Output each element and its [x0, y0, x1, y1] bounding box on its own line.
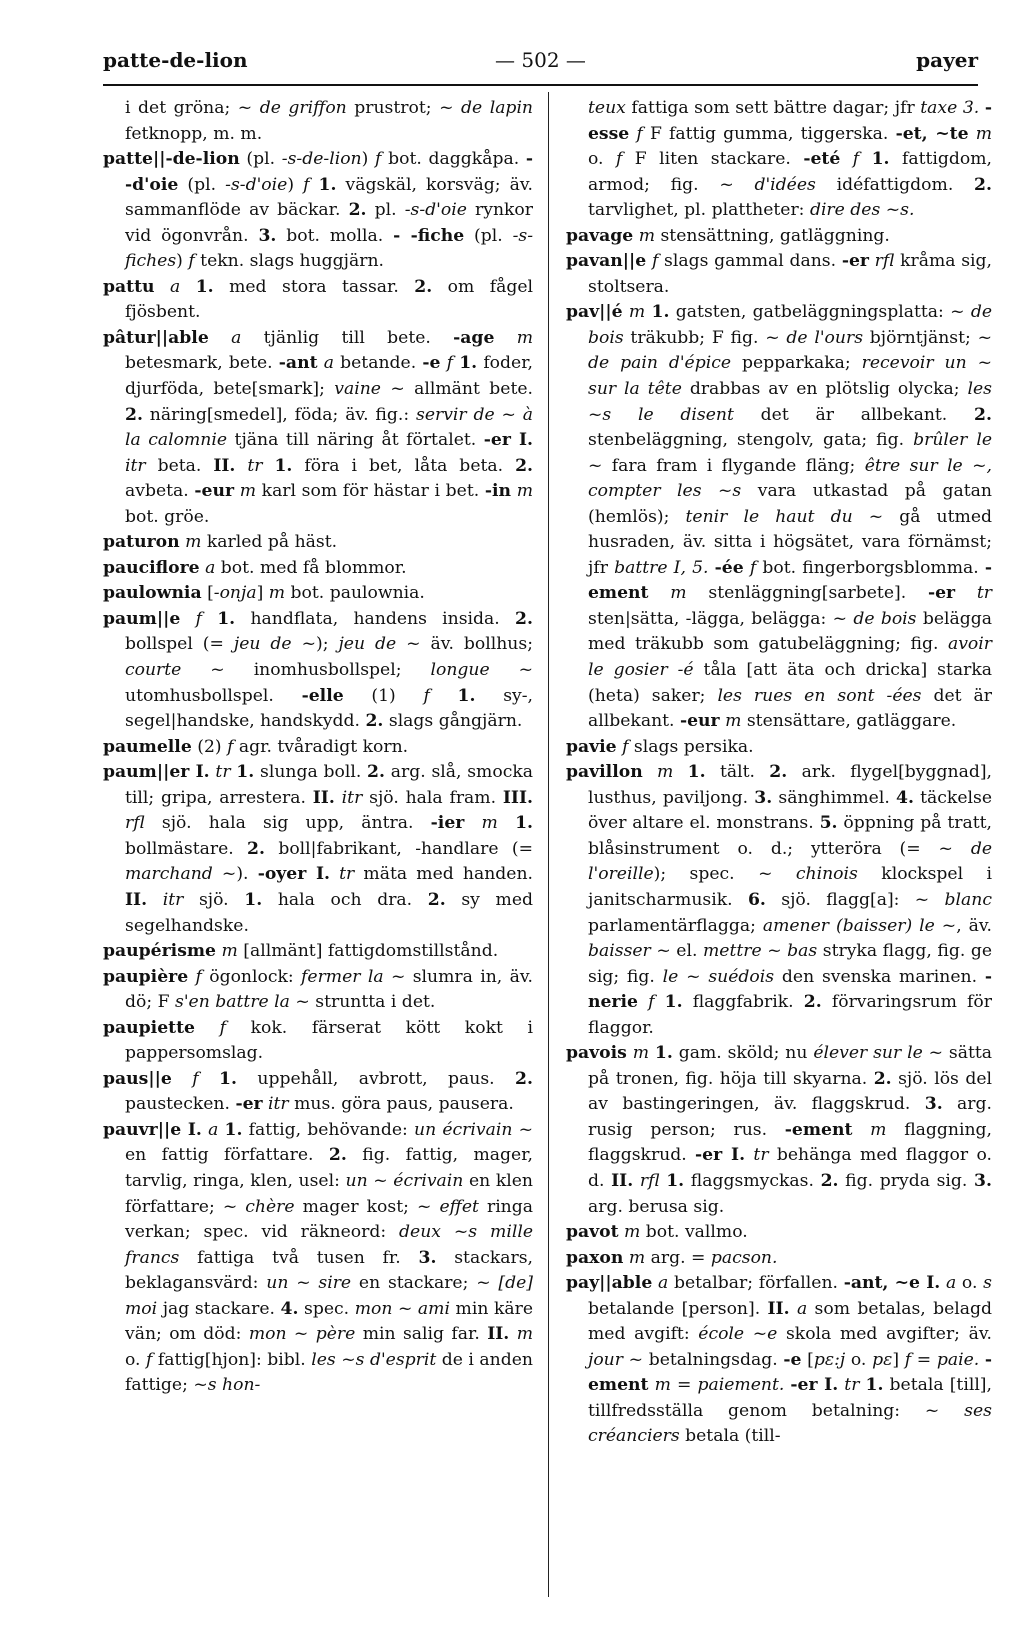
dictionary-entry: pâtur||able a tjänlig till bete. -age m betesmark, bete. -ant a betande. -e f 1. foder, djurföda, bete[smark]; vaine ~ allmänt bete. 2. näring[smedel], föda; äv. fig.: servir de ~ à la calomnie tjäna till näring åt förtalet. -er I. itr beta. II. tr 1. föra i bet, låta beta. 2. avbeta. -eur m karl som för hästar i bet. -in m bot. gröe. [103, 327, 534, 527]
dictionary-entry: paupière f ögonlock: fermer la ~ slumra in, äv. dö; F s'en battre la ~ struntta i det. [103, 966, 534, 1013]
dictionary-entry: pauvr||e I. a 1. fattig, behövande: un écrivain ~ en fattig författare. 2. fig. fattig, mager, tarvlig, ringa, klen, usel: un ~ écrivain en klen författare; ~ chère mager kost; ~ effet ringa verkan; spec. vid räkneord: deux ~s mille francs fattiga två tusen fr. 3. stackars, beklagansvärd: un ~ sire en stackare; ~ [de] moi jag stackare. 4. spec. mon ~ ami min käre vän; om död: mon ~ père min salig far. II. m o. f fattig[hjon]: bibl. les ~s d'esprit de i anden fattige; ~s hon- [103, 1119, 534, 1396]
dictionary-entry: paupérisme m [allmänt] fattigdomstillstånd. [103, 941, 499, 962]
left-column [103, 96, 533, 1399]
header-right-guideword: payer [916, 48, 978, 72]
dictionary-entry: pattu a 1. med stora tassar. 2. om fågel fjösbent. [103, 276, 534, 323]
page-number: — 502 — [495, 48, 586, 72]
dictionary-entry: paum||e f 1. handflata, handens insida. 2. bollspel (= jeu de ~); jeu de ~ äv. bollhus; courte ~ inomhusbollspel; longue ~ utomhusbollspel. -elle (1) f 1. sy-, segel|handske, handskydd. 2. slags gångjärn. [103, 608, 533, 732]
dictionary-entry: paumelle (2) f agr. tvåradigt korn. [103, 736, 409, 757]
dictionary-entry: pay||able a betalbar; förfallen. -ant, ~e I. a o. s betalande [person]. II. a som betalas, belagd med avgift: école ~e skola med avgifter; äv. jour ~ betalningsdag. -e [pɛ:j o. pɛ] f = paie. -ement m = paiement. -er I. tr 1. betala [till], tillfredsställa genom betalning: ~ ses créanciers betala (till- [566, 1273, 993, 1447]
dictionary-entry: pavois m 1. gam. sköld; nu élever sur le ~ sätta på tronen, fig. höja till skyarna. 2. sjö. lös del av bastingeringen, äv. flaggskrud. 3. arg. rusig person; rus. -ement m flaggning, flaggskrud. -er I. tr behänga med flaggor o. d. II. rfl 1. flaggsmyckas. 2. fig. pryda sig. 3. arg. berusa sig. [566, 1043, 993, 1217]
dictionary-entry: pavage m stensättning, gatläggning. [566, 225, 890, 246]
dictionary-entry: pavie f slags persika. [566, 736, 754, 757]
dictionary-entry: paxon m arg. = pacson. [566, 1247, 778, 1268]
dictionary-entry: pavan||e f slags gammal dans. -er rfl kråma sig, stoltsera. [566, 251, 993, 297]
dictionary-entry: pavillon m 1. tält. 2. ark. flygel[byggnad], lusthus, paviljong. 3. sänghimmel. 4. täckelse över altare el. monstrans. 5. öppning på tratt, blåsinstrument o. d.; ytteröra (= ~ de l'oreille); spec. ~ chinois klockspel i janitscharmusik. 6. sjö. flagg[a]: ~ blanc parlamentärflagga; amener (baisser) le ~, äv. baisser ~ el. mettre ~ bas stryka flagg, fig. ge sig; fig. le ~ suédois den svenska marinen. -nerie f 1. flaggfabrik. 2. förvaringsrum för flaggor. [566, 762, 993, 1038]
dictionary-entry: teux fattiga som sett bättre dagar; jfr taxe 3. -esse f F fattig gumma, tiggerska. -et, ~te m o. f F liten stackare. -eté f 1. fattigdom, armod; fig. ~ d'idées idéfattigdom. 2. tarvlighet, pl. plattheter: dire des ~s. [588, 98, 992, 221]
dictionary-entry: paturon m karled på häst. [103, 532, 338, 553]
dictionary-entry: paum||er I. tr 1. slunga boll. 2. arg. slå, smocka till; gripa, arrestera. II. itr sjö. hala fram. III. rfl sjö. hala sig upp, äntra. -ier m 1. bollmästare. 2. boll|fabrikant, -handlare (= marchand ~). -oyer I. tr mäta med handen. II. itr sjö. 1. hala och dra. 2. sy med segelhandske. [103, 762, 534, 936]
dictionary-entry: patte||-de-lion (pl. -s-de-lion) f bot. daggkåpa. - -d'oie (pl. -s-d'oie) f 1. vägskäl, korsväg; äv. sammanflöde av bäckar. 2. pl. -s-d'oie rynkor vid ögonvrån. 3. bot. molla. - -fiche (pl. -s-fiches) f tekn. slags huggjärn. [103, 149, 533, 272]
dictionary-entry: paus||e f 1. uppehåll, avbrott, paus. 2. paustecken. -er itr mus. göra paus, pausera. [103, 1068, 533, 1115]
header-left-guideword: patte-de-lion [103, 48, 248, 72]
column-divider [548, 92, 549, 1597]
dictionary-entry: paulownia [-onja] m bot. paulownia. [103, 583, 425, 604]
page-header [103, 44, 978, 86]
dictionary-entry: pauciflore a bot. med få blommor. [103, 557, 407, 578]
right-column [566, 96, 992, 1450]
dictionary-entry: i det gröna; ~ de griffon prustrot; ~ de lapin fetknopp, m. m. [125, 98, 534, 144]
dictionary-entry: paupiette f kok. färserat kött kokt i pappersomslag. [103, 1017, 533, 1064]
dictionary-entry: pavot m bot. vallmo. [566, 1222, 748, 1243]
dictionary-entry: pav||é m 1. gatsten, gatbeläggningsplatta: ~ de bois träkubb; F fig. ~ de l'ours björntjänst; ~ de pain d'épice pepparkaka; recevoir un ~ sur la tête drabbas av en plötslig olycka; les ~s le disent det är allbekant. 2. stenbeläggning, stengolv, gata; fig. brûler le ~ fara fram i flygande fläng; être sur le ~, compter les ~s vara utkastad på gatan (hemlös); tenir le haut du ~ gå utmed husraden, äv. sitta i högsätet, vara förnämst; jfr battre I, 5. -ée f bot. fingerborgsblomma. -ement m stenläggning[sarbete]. -er tr sten|sätta, -lägga, belägga: ~ de bois belägga med träkubb som gatubeläggning; fig. avoir le gosier -é tåla [att äta och dricka] starka (heta) saker; les rues en sont -ées det är allbekant. -eur m stensättare, gatläggare. [566, 302, 993, 732]
